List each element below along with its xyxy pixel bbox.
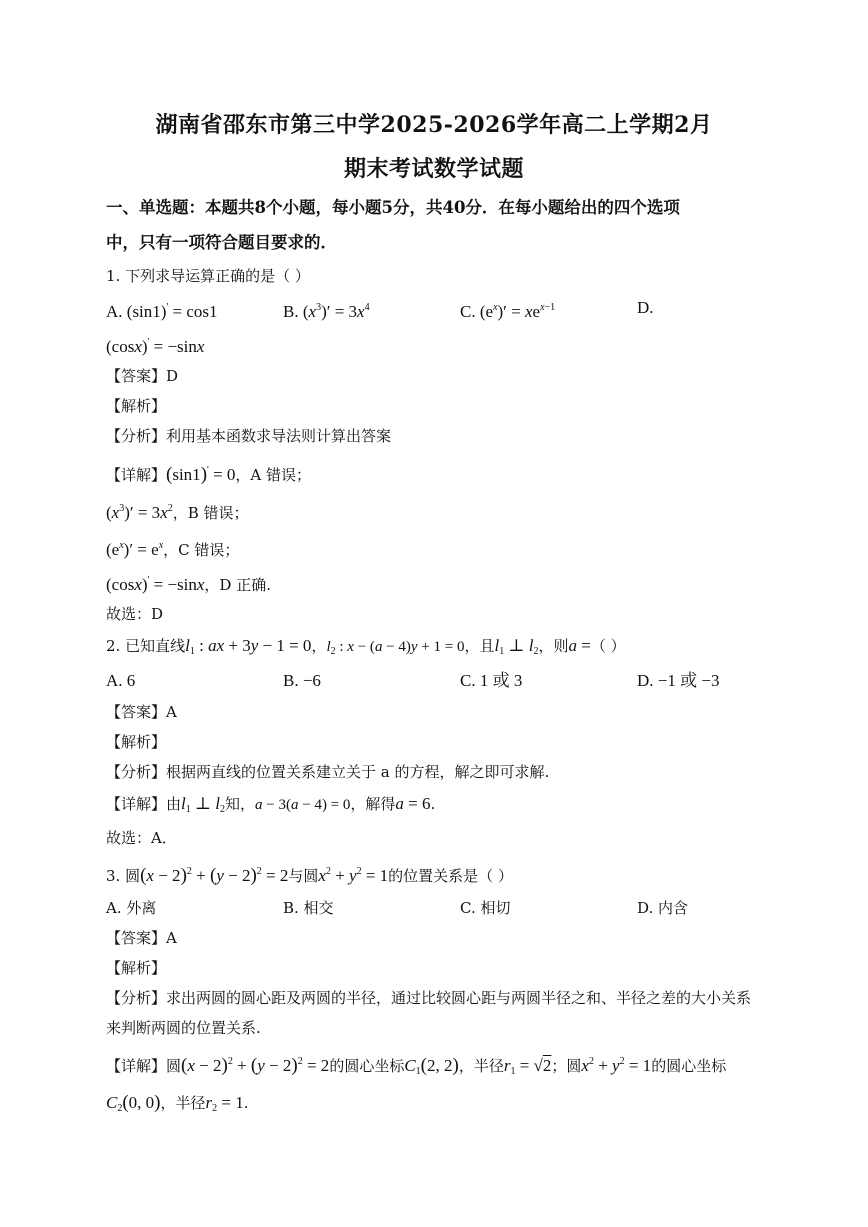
q2-option-d: D. −1 或 −3 xyxy=(637,671,720,690)
q1-detail-c: $(e^x)' = e^x$，C 错误； xyxy=(106,540,240,559)
q1-detail-c-suffix: ，C 错误； xyxy=(163,541,240,559)
q1-option-c: C. $(e^x)' = xe^{x-1}$ xyxy=(460,302,556,321)
q3-detail-prefix: 圆 xyxy=(166,1057,182,1075)
answer-tag: 【答案】 xyxy=(106,367,167,385)
q1-choose xyxy=(106,604,163,624)
answer-tag: 【答案】 xyxy=(106,703,167,721)
q3-detail-center2: 的圆心坐标 xyxy=(651,1057,727,1075)
q3-analysis-tag: 【解析】 xyxy=(106,959,167,977)
q1-option-b: B. $(x^3)' = 3x^4$ xyxy=(283,302,370,321)
q1-detail-b-suffix: ，B 错误； xyxy=(172,504,249,522)
choose-tag: 故选： xyxy=(106,829,152,847)
q1-option-c-label: C. xyxy=(460,302,476,321)
q1-option-d: (cosx)' = −sinx xyxy=(106,337,205,356)
q3-answer xyxy=(106,928,177,948)
q2-detail-prefix: 由 xyxy=(166,795,182,813)
q1-analysis-tag: 【解析】 xyxy=(106,397,167,415)
q1-fenxi-text: 利用基本函数求导法则计算出答案 xyxy=(166,427,392,445)
fenxi-tag: 【分析】 xyxy=(106,763,167,781)
q3-option-d: D. 内含 xyxy=(637,899,689,917)
q3-detail-radius2: ，半径 xyxy=(160,1094,206,1112)
q3-fenxi-text1: 求出两圆的圆心距及两圆的半径，通过比较圆心距与两圆半径之和、半径之差的大小关系 xyxy=(166,989,752,1007)
q3-fenxi-line2: 来判断两圆的位置关系. xyxy=(106,1019,261,1037)
q3-stem: 3. 圆$(x - 2)^2 + (y - 2)^2 = 2$与圆$x^2 + y^2 = 1$的位置关系是（ ） xyxy=(106,865,513,886)
q2-detail-mid2: ，解得 xyxy=(350,795,396,813)
q1-detail-b: $(x^3)' = 3x^2$，B 错误； xyxy=(106,503,249,522)
q1-fenxi xyxy=(106,426,391,446)
q1-option-b-label: B. xyxy=(283,302,299,321)
detail-tag: 【详解】 xyxy=(106,1057,167,1075)
q3-detail-line1: 【详解】圆$(x - 2)^2 + (y - 2)^2 = 2$的圆心坐标$C_1(2$, 2)，半径$r_1 = √2$；圆$x^2 + y^2 = 1$的圆心坐标 xyxy=(106,1055,727,1077)
q1-choose-value: D xyxy=(151,605,164,623)
q2-stem-prefix: 2. 已知直线 xyxy=(106,637,186,655)
q1-detail-d-suffix: ，D 正确. xyxy=(204,576,271,594)
q3-detail-center1: 的圆心坐标 xyxy=(329,1057,405,1075)
q2-choose-value: A． xyxy=(151,829,177,847)
q1-option-a-label: A. xyxy=(106,302,123,321)
q2-option-a: A. 6 xyxy=(106,671,136,690)
q2-answer-value: A xyxy=(166,703,177,721)
q2-stem-end: ，则 xyxy=(538,637,569,655)
q2-option-c: C. 1 或 3 xyxy=(460,671,523,690)
q3-stem-mid: 与圆 xyxy=(288,867,319,885)
detail-tag: 【详解】 xyxy=(106,795,167,813)
page-title-line1: 湖南省邵东市第三中学2025-2026学年高二上学期2月 xyxy=(155,112,713,138)
q1-answer xyxy=(106,366,178,386)
page-title-line2: 期末考试数学试题 xyxy=(343,156,524,182)
q3-stem-prefix: 3. 圆 xyxy=(106,867,141,885)
q2-fenxi xyxy=(106,762,549,782)
q1-detail-a: 【详解】(sin1)' = 0，A 错误； xyxy=(106,464,312,485)
q3-stem-end: 的位置关系是（ ） xyxy=(388,867,513,885)
q2-option-b: B. −6 xyxy=(283,671,321,690)
choose-tag: 故选： xyxy=(106,605,152,623)
q2-stem-mid: ，且 xyxy=(464,637,495,655)
q2-detail: 【详解】由$l_1$ ⊥ $l_2$知，a − 3(a − 4) = 0，解得a = 6. xyxy=(106,794,436,815)
q1-option-d-label: D. xyxy=(637,298,654,317)
q3-answer-value: A xyxy=(166,929,177,947)
detail-tag: 【详解】 xyxy=(106,466,167,484)
q3-option-c: C. 相切 xyxy=(460,899,511,917)
q1-detail-d: (cosx)' = −sinx，D 正确. xyxy=(106,575,271,594)
q3-detail-line2: $C_2(0$, 0)，半径$r_2 = 1$. xyxy=(106,1092,249,1114)
q2-detail-mid: 知， xyxy=(225,795,256,813)
fenxi-tag: 【分析】 xyxy=(106,989,167,1007)
q2-stem: 2. 已知直线$l_1$ : ax + 3y − 1 = 0，$l_2$ : x − (a − 4)y + 1 = 0，且$l_1$ ⊥ $l_2$，则a =（ ） xyxy=(106,636,626,657)
q3-detail-radius: ，半径 xyxy=(458,1057,504,1075)
q3-detail-semi: ；圆 xyxy=(551,1057,582,1075)
answer-tag: 【答案】 xyxy=(106,929,167,947)
section-heading-line2: 中，只有一项符合题目要求的． xyxy=(106,233,337,252)
q2-stem-paren: （ ） xyxy=(590,637,626,655)
q2-fenxi-text: 根据两直线的位置关系建立关于 a 的方程，解之即可求解. xyxy=(166,763,550,781)
q3-fenxi-line1 xyxy=(106,988,751,1008)
q3-option-b: B. 相交 xyxy=(283,899,334,917)
q2-choose xyxy=(106,828,177,848)
q1-answer-value: D xyxy=(166,367,179,385)
q2-analysis-tag: 【解析】 xyxy=(106,733,167,751)
q3-option-a: A. 外离 xyxy=(106,899,157,917)
q1-stem: 1. 下列求导运算正确的是（ ） xyxy=(106,267,310,285)
q2-answer xyxy=(106,702,177,722)
q1-detail-a-suffix: ，A 错误； xyxy=(235,466,312,484)
fenxi-tag: 【分析】 xyxy=(106,427,167,445)
section-heading-line1: 一、单选题：本题共8个小题，每小题5分，共40分．在每小题给出的四个选项 xyxy=(106,198,680,217)
q1-option-a: A. (sin1)' = cos1 xyxy=(106,302,218,321)
